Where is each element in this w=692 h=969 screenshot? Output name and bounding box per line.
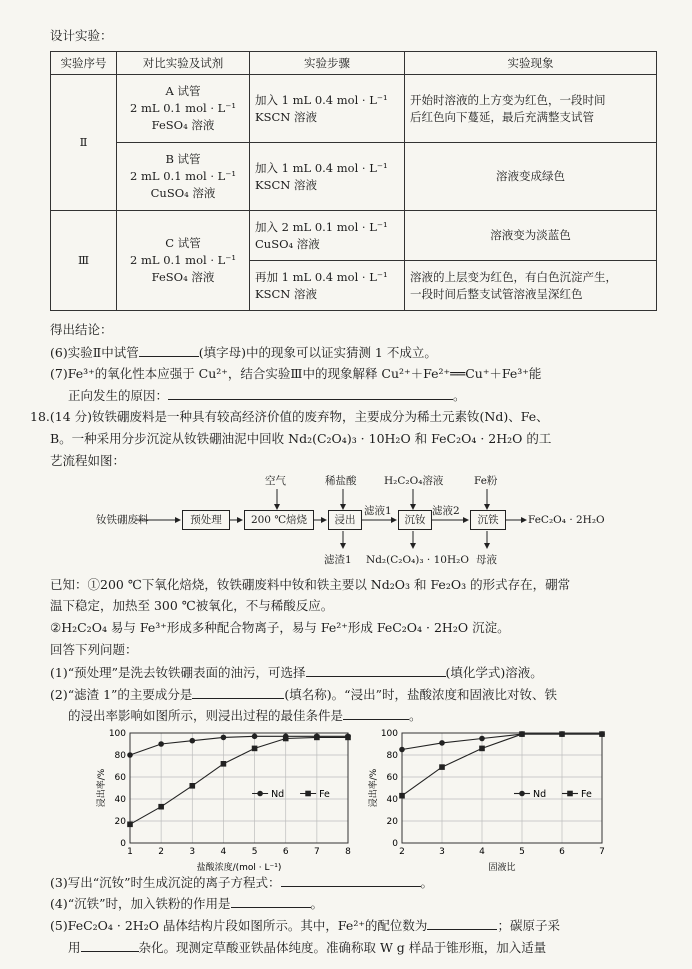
x-tick-label: 1	[127, 847, 133, 857]
q5-text: ；碳原子采	[497, 918, 560, 933]
flow-residue-1: 滤渣1	[324, 554, 352, 566]
phenomenon-line: 后红色向下蔓延，最后充满整支试管	[410, 109, 594, 124]
step-line: 加入 2 mL 0.1 mol · L⁻¹	[255, 219, 388, 234]
question-18-line1: 18.(14 分)钕铁硼废料是一种具有较高经济价值的废弃物，主要成分为稀土元素钕(Nd)、Fe、	[30, 409, 549, 424]
step-line: 加入 1 mL 0.4 mol · L⁻¹	[255, 92, 388, 107]
step-line: KSCN 溶液	[255, 286, 317, 301]
data-point-fe	[127, 822, 133, 828]
step-cell-b	[250, 143, 405, 211]
q1-text: (1)“预处理”是洗去钕铁硼表面的油污，可选择	[50, 665, 306, 680]
y-tick-label: 40	[114, 795, 126, 805]
q6-text: (6)实验Ⅱ中试管	[50, 345, 139, 360]
question-18-line2: B。一种采用分步沉淀从钕铁硼油泥中回收 Nd₂(C₂O₄)₃ · 10H₂O 和 FeC₂O₄ · 2H₂O 的工	[50, 431, 552, 446]
data-point-fe	[519, 731, 525, 737]
step-cell-c2	[250, 261, 405, 311]
q5-text: 杂化。现测定草酸亚铁晶体纯度。准确称取 W g 样品于锥形瓶，加入适量	[138, 940, 547, 955]
data-point-fe	[599, 731, 605, 737]
flow-mother-liquor: 母液	[476, 554, 497, 566]
design-heading: 设计实验：	[50, 28, 113, 43]
data-point-nd	[221, 735, 227, 741]
flow-input-air: 空气	[265, 475, 286, 487]
y-tick-label: 20	[114, 817, 126, 827]
x-tick-label: 2	[158, 847, 165, 857]
y-tick-label: 60	[114, 773, 126, 783]
data-point-nd	[158, 741, 164, 747]
data-point-nd	[252, 734, 258, 740]
conclusion-heading: 得出结论：	[50, 322, 113, 337]
q7-text: 正向发生的原因：	[68, 388, 169, 403]
data-point-fe	[252, 746, 258, 752]
legend-marker	[519, 791, 525, 797]
data-point-fe	[439, 764, 445, 770]
x-tick-label: 3	[439, 847, 445, 857]
flow-box-roast: 200 ℃焙烧	[244, 510, 314, 530]
series-line-fe	[130, 737, 348, 824]
flow-filtrate-1: 滤液1	[364, 505, 392, 517]
flow-end-product: FeC₂O₄ · 2H₂O	[528, 514, 605, 526]
x-tick-label: 4	[479, 847, 485, 857]
legend-marker	[567, 791, 573, 797]
reagent-line: CuSO₄ 溶液	[150, 186, 216, 200]
q3-text: (3)写出“沉钕”时生成沉淀的离子方程式：	[50, 875, 281, 890]
legend-marker	[305, 791, 311, 797]
y-tick-label: 80	[386, 751, 398, 761]
known-1a: 已知：①200 ℃下氧化焙烧，钕铁硼废料中钕和铁主要以 Nd₂O₃ 和 Fe₂O₃ 的形式存在，硼常	[50, 577, 571, 592]
step-line: KSCN 溶液	[255, 177, 317, 192]
phenomenon-line: 开始时溶液的上方变为红色，一段时间	[410, 92, 606, 107]
x-tick-label: 6	[282, 847, 289, 857]
answer-blank[interactable]	[81, 938, 139, 952]
plot-frame	[130, 733, 348, 843]
legend-entry: Fe	[581, 789, 592, 800]
x-tick-label: 2	[399, 847, 405, 857]
answer-heading: 回答下列问题：	[50, 642, 138, 657]
reagent-line: A 试管	[165, 84, 201, 98]
x-tick-label: 8	[345, 847, 351, 857]
answer-blank[interactable]	[427, 916, 497, 930]
answer-blank[interactable]	[192, 685, 284, 699]
phenomenon-line: 溶液的上层变为红色，有白色沉淀产生，	[410, 269, 617, 284]
reagent-line: 2 mL 0.1 mol · L⁻¹	[130, 101, 236, 115]
legend-entry: Nd	[271, 789, 285, 800]
y-tick-label: 60	[386, 773, 398, 783]
phenomenon-cell-c1: 溶液变为淡蓝色	[405, 211, 657, 261]
flow-start: 钕铁硼废料	[96, 514, 149, 526]
x-tick-label: 5	[251, 847, 258, 857]
x-tick-label: 6	[559, 847, 565, 857]
data-point-fe	[189, 783, 195, 789]
step-line: KSCN 溶液	[255, 109, 317, 124]
known-2: ②H₂C₂O₄ 易与 Fe³⁺形成多种配合物离子，易与 Fe²⁺形成 FeC₂O₄ · 2H₂O 沉淀。	[50, 620, 510, 635]
header-cell: 实验序号	[51, 52, 117, 75]
plot-frame	[402, 733, 602, 843]
answer-blank[interactable]	[231, 894, 311, 908]
y-tick-label: 100	[108, 729, 126, 739]
known-1b: 温下稳定，加热至 300 ℃被氧化，不与稀酸反应。	[50, 598, 334, 613]
flow-input-hcl: 稀盐酸	[325, 475, 357, 487]
x-tick-label: 7	[599, 847, 605, 857]
data-point-fe	[345, 735, 351, 741]
q2-text: 。	[409, 708, 422, 723]
data-point-fe	[559, 731, 565, 737]
y-axis-label: 浸出率/%	[369, 768, 379, 808]
flow-box-leach: 浸出	[328, 510, 362, 530]
y-tick-label: 40	[386, 795, 398, 805]
x-axis-label: 盐酸浓度/(mol · L⁻¹)	[196, 863, 282, 873]
reagent-line: B 试管	[165, 152, 201, 166]
q2-text: (填名称)。“浸出”时，盐酸浓度和固液比对钕、铁	[284, 687, 557, 702]
phenomenon-cell-c2	[405, 261, 657, 311]
q4-text: (4)“沉铁”时，加入铁粉的作用是	[50, 896, 231, 911]
y-tick-label: 0	[392, 839, 398, 849]
step-line: 再加 1 mL 0.4 mol · L⁻¹	[255, 269, 388, 284]
data-point-nd	[439, 740, 445, 746]
x-axis-label: 固液比	[488, 863, 516, 873]
table-header-row	[51, 52, 657, 75]
flow-box-nd-precip: 沉钕	[398, 510, 432, 530]
data-point-fe	[158, 804, 164, 810]
y-tick-label: 80	[114, 751, 126, 761]
header-cell: 实验现象	[405, 52, 657, 75]
data-point-fe	[283, 736, 289, 742]
q6-text: (填字母)中的现象可以证实猜测 1 不成立。	[198, 345, 437, 360]
answer-blank[interactable]	[281, 873, 421, 887]
legend-entry: Nd	[533, 789, 547, 800]
table-row	[51, 211, 657, 261]
question-2-line2	[68, 706, 422, 725]
y-tick-label: 20	[386, 817, 398, 827]
leach-vs-acid-chart	[92, 725, 360, 873]
question-5-line1	[50, 916, 560, 935]
q5-text: 用	[68, 940, 81, 955]
reagent-line: 2 mL 0.1 mol · L⁻¹	[130, 253, 236, 267]
q2-text: 的浸出率影响如图所示，则浸出过程的最佳条件是	[68, 708, 344, 723]
answer-blank[interactable]	[306, 663, 446, 677]
table-row	[51, 75, 657, 143]
step-cell-c1	[250, 211, 405, 261]
q3-text: 。	[420, 875, 434, 890]
step-line: CuSO₄ 溶液	[255, 236, 320, 251]
data-point-fe	[399, 793, 405, 799]
step-line: 加入 1 mL 0.4 mol · L⁻¹	[255, 160, 388, 175]
data-point-nd	[479, 736, 485, 742]
reagent-cell-c	[117, 211, 250, 311]
x-tick-label: 3	[189, 847, 196, 857]
process-flowchart	[60, 456, 660, 576]
question-3	[50, 873, 433, 892]
x-tick-label: 5	[519, 847, 525, 857]
q4-text: 。	[310, 896, 324, 911]
flow-input-oxalic: H₂C₂O₄溶液	[384, 475, 444, 487]
data-point-nd	[399, 747, 405, 753]
q2-text: (2)“滤渣 1”的主要成分是	[50, 687, 193, 702]
flow-filtrate-2: 滤液2	[432, 505, 460, 517]
question-5-line2	[68, 938, 546, 957]
y-axis-label: 浸出率/%	[97, 768, 107, 808]
q7-text: 。	[453, 388, 466, 403]
answer-blank[interactable]	[343, 706, 409, 720]
question-1	[50, 663, 543, 682]
answer-blank[interactable]	[168, 386, 453, 400]
step-cell-a	[250, 75, 405, 143]
flow-input-fe: Fe粉	[474, 475, 498, 487]
data-point-nd	[127, 752, 133, 758]
answer-blank[interactable]	[139, 343, 199, 357]
flow-box-pretreat: 预处理	[182, 510, 230, 530]
legend-marker	[257, 791, 263, 797]
legend-entry: Fe	[319, 789, 330, 800]
phenomenon-cell-a	[405, 75, 657, 143]
x-tick-label: 4	[220, 847, 227, 857]
header-cell: 对比实验及试剂	[117, 52, 250, 75]
reagent-line: FeSO₄ 溶液	[151, 270, 215, 284]
y-tick-label: 100	[380, 729, 398, 739]
phenomenon-cell-b: 溶液变成绿色	[405, 143, 657, 211]
reagent-cell-b	[117, 143, 250, 211]
group-label-2: Ⅱ	[51, 75, 117, 211]
series-line-fe	[402, 734, 602, 796]
group-label-3: Ⅲ	[51, 211, 117, 311]
data-point-nd	[189, 738, 195, 744]
data-point-fe	[479, 746, 485, 752]
header-cell: 实验步骤	[250, 52, 405, 75]
question-6	[50, 343, 437, 362]
flow-box-fe-precip: 沉铁	[470, 510, 506, 530]
reagent-line: FeSO₄ 溶液	[151, 118, 215, 132]
question-18-line3: 艺流程如图：	[50, 453, 126, 468]
question-4	[50, 894, 323, 913]
leach-vs-solid-liquid-chart	[364, 725, 614, 873]
phenomenon-line: 一段时间后整支试管溶液呈深红色	[410, 286, 583, 301]
q5-text: (5)FeC₂O₄ · 2H₂O 晶体结构片段如图所示。其中，Fe²⁺的配位数为	[50, 918, 428, 933]
q1-text: (填化学式)溶液。	[445, 665, 543, 680]
reagent-line: C 试管	[165, 236, 201, 250]
table-row	[51, 143, 657, 211]
reagent-line: 2 mL 0.1 mol · L⁻¹	[130, 169, 236, 183]
question-2-line1	[50, 685, 557, 704]
x-tick-label: 7	[313, 847, 320, 857]
reagent-cell-a	[117, 75, 250, 143]
data-point-fe	[221, 761, 227, 767]
question-7-line2	[68, 386, 466, 405]
experiment-table	[50, 51, 657, 311]
data-point-fe	[314, 735, 320, 741]
flow-nd-product: Nd₂(C₂O₄)₃ · 10H₂O	[366, 554, 469, 566]
question-7-line1: (7)Fe³⁺的氧化性本应强于 Cu²⁺，结合实验Ⅲ中的现象解释 Cu²⁺＋Fe²⁺══Cu⁺＋Fe³⁺能	[50, 366, 542, 381]
y-tick-label: 0	[120, 839, 126, 849]
